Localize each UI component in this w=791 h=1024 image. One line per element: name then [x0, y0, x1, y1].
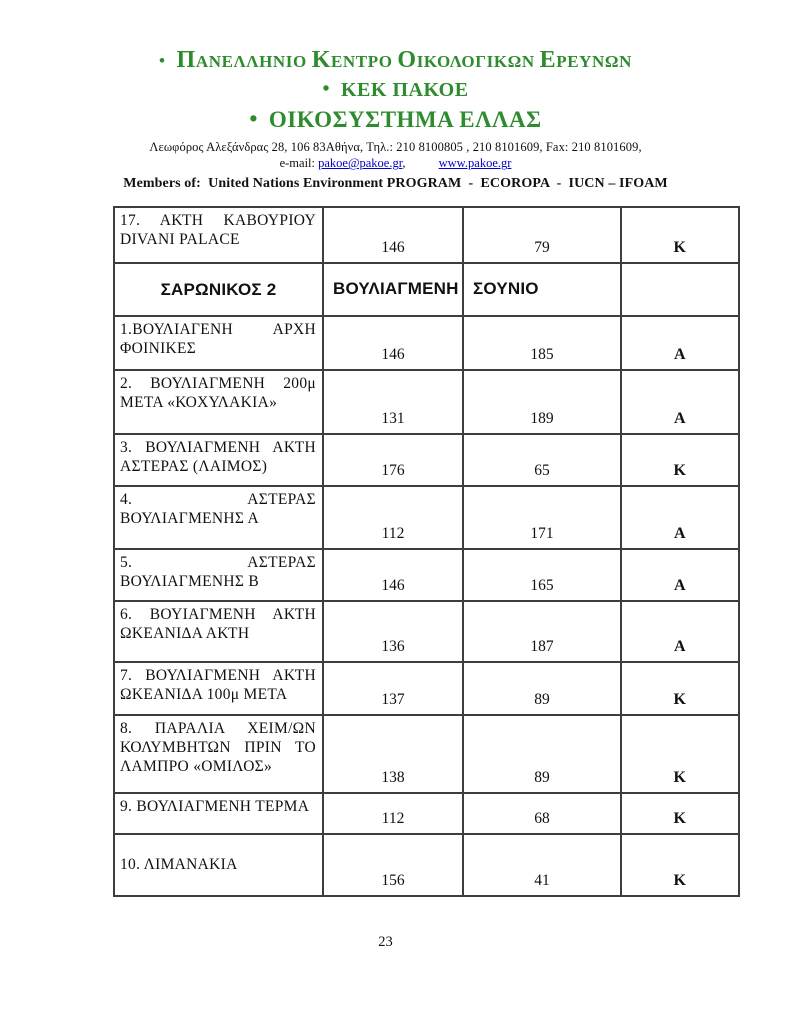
beach-name-cell: 3. ΒΟΥΛΙΑΓΜΕΝΗ ΑΚΤΗ ΑΣΤΕΡΑΣ (ΛΑΙΜΟΣ): [114, 434, 323, 486]
value1-cell: 137: [323, 662, 463, 715]
email-label: e-mail:: [279, 156, 315, 171]
beach-name-cell: 17. ΑΚΤΗ ΚΑΒΟΥΡΙΟΥ DIVANI PALACE: [114, 207, 323, 263]
value1-cell: 112: [323, 486, 463, 549]
page-number: 23: [378, 934, 393, 950]
table-row: [114, 434, 739, 486]
value2-cell: 65: [463, 434, 621, 486]
value2-cell: 165: [463, 549, 621, 601]
grade-cell: Α: [621, 370, 739, 434]
table-row: [114, 316, 739, 370]
grade-cell: Α: [621, 549, 739, 601]
org-title-line3-text: ΟΙΚΟΣΥΣΤΗΜΑ ΕΛΛΑΣ: [268, 107, 542, 132]
value2-cell: 171: [463, 486, 621, 549]
beach-name-cell: 5. ΑΣΤΕΡΑΣ ΒΟΥΛΙΑΓΜΕΝΗΣ Β: [114, 549, 323, 601]
section-title-cell: ΣΑΡΩΝΙΚΟΣ 2: [114, 263, 323, 316]
grade-cell: Κ: [621, 207, 739, 263]
value2-cell: 89: [463, 662, 621, 715]
members-line: Members of: United Nations Environment PROGRAM - ECOROPA - IUCN – IFOAM: [123, 176, 668, 191]
org-title-line1: [0, 45, 791, 75]
table-section-row: [114, 263, 739, 316]
grade-cell: Α: [621, 486, 739, 549]
table-row: [114, 549, 739, 601]
value1-cell: 176: [323, 434, 463, 486]
value2-cell: 79: [463, 207, 621, 263]
grade-cell: Κ: [621, 793, 739, 834]
value1-cell: 146: [323, 207, 463, 263]
org-title-line3: [0, 106, 791, 135]
email-separator: ,: [402, 156, 406, 171]
water-quality-table: [113, 206, 740, 897]
value1-cell: 146: [323, 316, 463, 370]
value2-cell: 68: [463, 793, 621, 834]
table-row: [114, 834, 739, 896]
beach-name-cell: 6. ΒΟΥΙΑΓΜΕΝΗ ΑΚΤΗ ΩΚΕΑΝΙΔΑ ΑΚΤΗ: [114, 601, 323, 662]
beach-name-cell: 10. ΛΙΜΑΝΑΚΙΑ: [114, 834, 323, 896]
table-row: [114, 370, 739, 434]
column-header-grade: [621, 263, 739, 316]
table-row: [114, 486, 739, 549]
website-link[interactable]: www.pakoe.gr: [438, 156, 512, 171]
letterhead: [0, 0, 791, 193]
table-row: [114, 207, 739, 263]
value1-cell: 156: [323, 834, 463, 896]
org-title-line2: [0, 78, 791, 103]
bullet-icon: •: [322, 78, 330, 100]
table-row: [114, 662, 739, 715]
email-link[interactable]: pakoe@pakoe.gr: [318, 156, 403, 171]
beach-name-cell: 2. ΒΟΥΛΙΑΓΜΕΝΗ 200μ ΜΕΤΑ «ΚΟΧΥΛΑΚΙΑ»: [114, 370, 323, 434]
value2-cell: 89: [463, 715, 621, 793]
grade-cell: Κ: [621, 434, 739, 486]
grade-cell: Κ: [621, 662, 739, 715]
value1-cell: 136: [323, 601, 463, 662]
results-table-body: [114, 207, 739, 896]
beach-name-cell: 1.ΒΟΥΛΙΑΓΕΝΗ ΑΡΧΗ ΦΟΙΝΙΚΕΣ: [114, 316, 323, 370]
value2-cell: 189: [463, 370, 621, 434]
value1-cell: 112: [323, 793, 463, 834]
beach-name-cell: 9. ΒΟΥΛΙΑΓΜΕΝΗ ΤΕΡΜΑ: [114, 793, 323, 834]
address-line: Λεωφόρος Αλεξάνδρας 28, 106 83Αθήνα, Τηλ.: 210 8100805 , 210 8101609, Fax: 210 8101609,: [149, 139, 642, 154]
table-row: [114, 793, 739, 834]
beach-name-cell: 8. ΠΑΡΑΛΙΑ ΧΕΙΜ/ΩΝ ΚΟΛΥΜΒΗΤΩΝ ΠΡΙΝ ΤΟ ΛΑΜΠΡΟ «ΟΜΙΛΟΣ»: [114, 715, 323, 793]
beach-name-cell: 4. ΑΣΤΕΡΑΣ ΒΟΥΛΙΑΓΜΕΝΗΣ Α: [114, 486, 323, 549]
value1-cell: 146: [323, 549, 463, 601]
value2-cell: 41: [463, 834, 621, 896]
contact-line: [0, 156, 791, 172]
table-row: [114, 715, 739, 793]
value1-cell: 131: [323, 370, 463, 434]
column-header-sounio: ΣΟΥΝΙΟ: [463, 263, 621, 316]
bullet-icon: •: [249, 106, 258, 131]
value1-cell: 138: [323, 715, 463, 793]
beach-name-cell: 7. ΒΟΥΛΙΑΓΜΕΝΗ ΑΚΤΗ ΩΚΕΑΝΙΔΑ 100μ ΜΕΤΑ: [114, 662, 323, 715]
grade-cell: Κ: [621, 715, 739, 793]
column-header-bouliagmeni: ΒΟΥΛΙΑΓΜΕΝΗ: [323, 263, 463, 316]
grade-cell: Α: [621, 601, 739, 662]
value2-cell: 185: [463, 316, 621, 370]
table-row: [114, 601, 739, 662]
grade-cell: Α: [621, 316, 739, 370]
org-title-line1-text: ΠΑΝΕΛΛΗΝΙΟ ΚΕΝΤΡΟ ΟΙΚΟΛΟΓΙΚΩΝ ΕΡΕΥΝΩΝ: [176, 47, 632, 73]
value2-cell: 187: [463, 601, 621, 662]
org-title-line2-text: ΚΕΚ ΠΑΚΟΕ: [340, 79, 469, 101]
grade-cell: Κ: [621, 834, 739, 896]
bullet-icon: •: [158, 51, 166, 70]
